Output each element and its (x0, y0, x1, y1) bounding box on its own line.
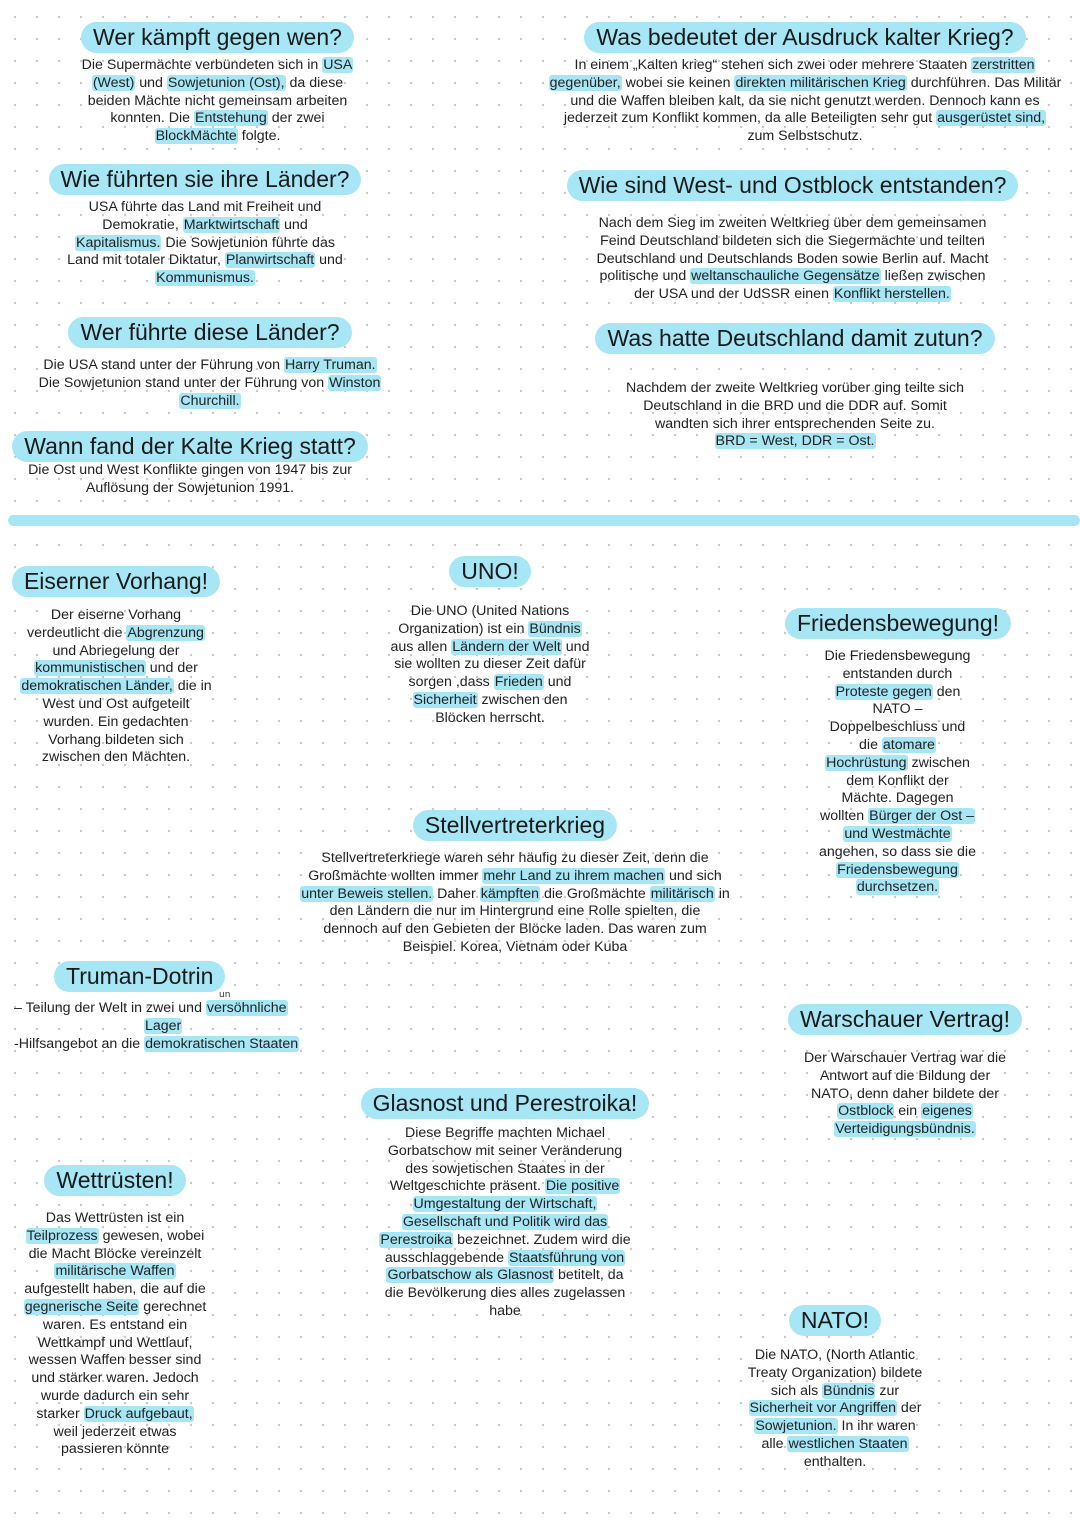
heading-stellvertreterkrieg: Stellvertreterkrieg (413, 810, 617, 841)
text-deutschland: Nachdem der zweite Weltkrieg vorüber ging teilte sich Deutschland in die BRD und die DDR auf. Somit wandten sich ihrer entsprechenden Seite zu. BRD = West, DDR = Ost. (625, 380, 965, 450)
text-eiserner-vorhang: Der eiserne Vorhang verdeutlicht die Abgrenzung und Abriegelung der kommunistischen und der demokratischen Länder, die in West und Ost aufgeteilt wurden. Ein gedachten Vorhang bildeten sich zwischen den Mächten. (21, 607, 212, 766)
section-deutschland (560, 323, 1030, 451)
heading-nato: NATO! (789, 1305, 881, 1336)
text-wer-fuehrte: Die USA stand unter der Führung von Harry Truman. Die Sowjetunion stand unter der Führung von Winston Churchill. (38, 357, 381, 409)
section-wer-fuehrte (15, 317, 405, 410)
text-laender-fuehrung: USA führte das Land mit Freiheit und Demokratie, Marktwirtschaft und Kapitalismus. Die Sowjetunion führte das Land mit totaler Diktatur, Planwirtschaft und Kommunismus. (67, 199, 343, 287)
section-nato (725, 1305, 945, 1472)
section-laender-fuehrung (20, 164, 390, 288)
section-warschauer-vertrag (775, 1004, 1035, 1139)
text-wann: Die Ost und West Konflikte gingen von 1947 bis zur Auflösung der Sowjetunion 1991. (28, 462, 352, 496)
section-uno (370, 556, 610, 728)
heading-kalter-krieg: Was bedeutet der Ausdruck kalter Krieg? (584, 22, 1025, 53)
text-uno: Die UNO (United Nations Organization) ist ein Bündnis aus allen Ländern der Welt und sie wollten zu dieser Zeit dafür sorgen ,dass Frieden und Sicherheit zwischen den Blöcken herrscht. (390, 603, 590, 726)
heading-uno: UNO! (449, 556, 531, 587)
section-bloecke (545, 170, 1040, 304)
text-glasnost: Diese Begriffe machten Michael Gorbatschow mit seiner Veränderung des sowjetischen Staates in der Weltgeschichte präsent. Die positive Umgestaltung der Wirtschaft, Gesellschaft und Politik wird das Perestroika bezeichnet. Zudem wird die ausschlaggebende Staatsführung von Gorbatschow als Glasnost betitelt, da die Bevölkerung dies alles zugelassen habe (380, 1125, 631, 1319)
heading-warschauer-vertrag: Warschauer Vertrag! (788, 1004, 1022, 1035)
text-bloecke: Nach dem Sieg im zweiten Weltkrieg über dem gemeinsamen Feind Deutschland bildeten sich die Siegermächte und teilten Deutschland und Deutschlands Boden sowie Berlin auf. Macht politische und weltanschauliche Gegensätze ließen zwischen der USA und der UdSSR einen Konflikt herstellen. (596, 215, 989, 303)
section-eiserner-vorhang (0, 566, 232, 767)
text-stellvertreterkrieg: Stellvertreterkriege waren sehr häufig zu dieser Zeit, denn die Großmächte wollten immer mehr Land zu ihrem machen und sich unter Beweis stellen. Daher kämpften die Großmächte militärisch in den Ländern die nur im Hintergrund eine Rolle spielten, die dennoch auf den Gebieten der Blöcke laden. Das waren zum Beispiel. Korea, Vietnam oder Kuba (301, 850, 730, 955)
section-wer-kaempft (40, 22, 395, 146)
heading-laender-fuehrung: Wie führten sie ihre Länder? (49, 164, 362, 195)
section-divider (8, 515, 1080, 526)
section-stellvertreterkrieg (275, 810, 755, 957)
heading-bloecke: Wie sind West- und Ostblock entstanden? (567, 170, 1019, 201)
heading-wer-fuehrte: Wer führte diese Länder? (68, 317, 351, 348)
heading-truman-doktrin: Truman-Dotrin (54, 961, 225, 992)
text-kalter-krieg: In einem „Kalten krieg“ stehen sich zwei oder mehrere Staaten zerstritten gegenüber, wobei sie keinen direkten militärischen Krieg durchführen. Das Militär und die Waffen bleiben kalt, da sie nicht genutzt werden. Dennoch kann es jederzeit zum Konflikt kommen, da alle Beteiligten sehr gut ausgerüstet sind, zum Selbstschutz. (549, 57, 1062, 145)
heading-wettruesten: Wettrüsten! (44, 1165, 185, 1196)
text-wettruesten: Das Wettrüsten ist ein Teilprozess gewesen, wobei die Macht Blöcke vereinzelt militärische Waffen aufgestellt haben, die auf die gegnerische Seite gerechnet waren. Es entstand ein Wettkampf und Wettlauf, wessen Waffen besser sind und stärker waren. Jedoch wurde dadurch ein sehr starker Druck aufgebaut, weil jederzeit etwas passieren könnte (24, 1210, 207, 1458)
heading-friedensbewegung: Friedensbewegung! (785, 608, 1011, 639)
section-wettruesten (10, 1165, 220, 1459)
text-truman-doktrin: – Teilung der Welt in zwei und versöhnliche Lager -Hilfsangebot an die demokratischen Staaten (14, 1000, 299, 1052)
section-kalter-krieg (530, 22, 1080, 146)
heading-deutschland: Was hatte Deutschland damit zutun? (595, 323, 994, 354)
heading-wer-kaempft: Wer kämpft gegen wen? (81, 22, 354, 53)
section-glasnost (350, 1088, 660, 1321)
heading-eiserner-vorhang: Eiserner Vorhang! (12, 566, 220, 597)
section-friedensbewegung (785, 608, 1010, 897)
text-friedensbewegung: Die Friedensbewegung entstanden durch Proteste gegen den NATO – Doppelbeschluss und die atomare Hochrüstung zwischen dem Konflikt der Mächte. Dagegen wollten Bürger der Ost – und Westmächte angehen, so dass sie die Friedensbewegung durchsetzen. (819, 648, 976, 896)
text-nato: Die NATO, (North Atlantic Treaty Organization) bildete sich als Bündnis zur Sicherheit vor Angriffen der Sowjetunion. In ihr waren alle westlichen Staaten enthalten. (747, 1347, 923, 1470)
text-warschauer-vertrag: Der Warschauer Vertrag war die Antwort auf die Bildung der NATO, denn daher bildete der Ostblock ein eigenes Verteidigungsbündnis. (803, 1050, 1007, 1138)
heading-wann: Wann fand der Kalte Krieg statt? (12, 431, 368, 462)
handwritten-note: un (219, 990, 231, 1000)
heading-glasnost: Glasnost und Perestroika! (361, 1088, 650, 1119)
text-wer-kaempft: Die Supermächte verbündeten sich in USA (West) und Sowjetunion (Ost), da diese beiden Mächte nicht gemeinsam arbeiten konnten. Die Entstehung der zwei BlockMächte folgte. (81, 57, 353, 145)
section-wann (5, 431, 375, 498)
section-truman-doktrin (14, 961, 334, 1053)
